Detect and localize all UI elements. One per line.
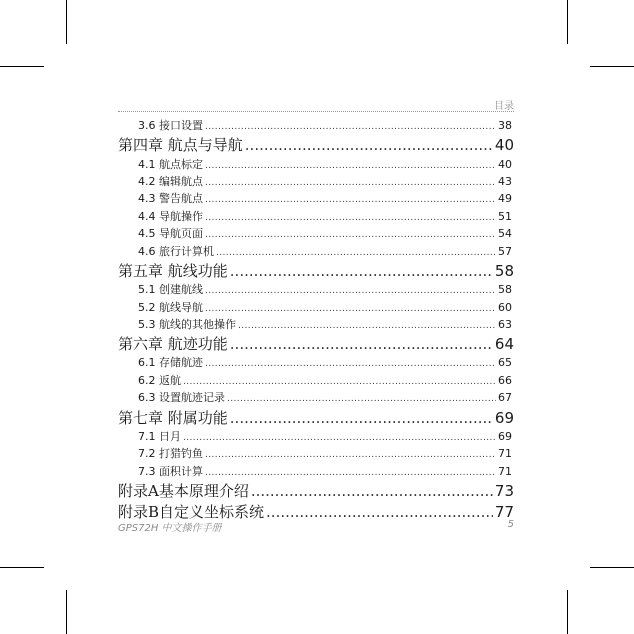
toc-entry-number: 4.1 <box>138 157 156 171</box>
dot-leader <box>205 304 496 314</box>
toc-entry-page: 67 <box>498 391 512 405</box>
toc-section-entry[interactable] <box>118 117 514 134</box>
dot-leader <box>245 136 493 154</box>
toc-entry-number: 4.5 <box>138 227 156 241</box>
toc-entry-page: 69 <box>498 429 512 443</box>
toc-entry-number: 4.6 <box>138 244 156 258</box>
dot-leader <box>230 409 493 427</box>
toc-section-entry[interactable] <box>118 316 514 333</box>
toc-section-entry[interactable] <box>118 389 514 406</box>
toc-entry-page: 73 <box>494 482 514 500</box>
dot-leader <box>205 195 496 205</box>
toc-entry-title: 导航操作 <box>159 209 203 223</box>
dot-leader <box>266 503 493 521</box>
dot-leader <box>205 450 496 460</box>
toc-entry-title: 创建航线 <box>159 283 203 297</box>
dot-leader <box>205 468 496 478</box>
toc-entry-page: 43 <box>498 174 512 188</box>
toc-entry-number: 7.1 <box>138 429 156 443</box>
toc-entry-title: 警告航点 <box>159 192 203 206</box>
toc-entry-number: 5.3 <box>138 317 156 331</box>
toc-entry-page: 57 <box>498 244 512 258</box>
toc-entry-title: 航点标定 <box>159 157 203 171</box>
table-of-contents <box>118 117 514 522</box>
crop-mark-top-right-h <box>590 66 634 67</box>
running-header: 目录 <box>494 101 514 112</box>
toc-entry-page: 40 <box>494 136 514 155</box>
toc-section-entry[interactable] <box>118 463 514 480</box>
toc-entry-page: 60 <box>498 300 512 314</box>
toc-section-entry[interactable] <box>118 173 514 190</box>
toc-entry-page: 51 <box>498 209 512 223</box>
dot-leader <box>183 377 496 387</box>
toc-chapter-entry[interactable] <box>118 480 514 501</box>
toc-section-entry[interactable] <box>118 428 514 445</box>
crop-mark-bottom-right-h <box>590 567 634 568</box>
toc-entry-page: 65 <box>498 356 512 370</box>
toc-entry-title: 第六章 航迹功能 <box>118 335 228 354</box>
toc-entry-number: 4.3 <box>138 192 156 206</box>
toc-entry-title: 日月 <box>159 429 181 443</box>
toc-section-entry[interactable] <box>118 372 514 389</box>
toc-entry-title: 航线的其他操作 <box>159 317 236 331</box>
toc-entry-page: 63 <box>498 317 512 331</box>
toc-entry-title: 面积计算 <box>159 464 203 478</box>
crop-mark-bottom-left-h <box>0 567 44 568</box>
toc-section-entry[interactable] <box>118 281 514 298</box>
toc-entry-number: 7.3 <box>138 464 156 478</box>
dot-leader <box>230 335 493 353</box>
toc-entry-number: 6.2 <box>138 373 156 387</box>
toc-entry-number: 7.2 <box>138 447 156 461</box>
dot-leader <box>205 161 496 171</box>
dot-leader <box>238 321 496 331</box>
toc-entry-number: 3.6 <box>138 119 156 132</box>
toc-entry-title: 接口设置 <box>159 119 203 132</box>
crop-mark-top-left-v <box>66 0 67 44</box>
toc-entry-title: 第七章 附属功能 <box>118 408 228 427</box>
dot-leader <box>205 359 496 369</box>
toc-entry-page: 54 <box>498 227 512 241</box>
toc-entry-page: 58 <box>498 283 512 297</box>
toc-entry-title: 打猎钓鱼 <box>159 447 203 461</box>
toc-section-entry[interactable] <box>118 299 514 316</box>
toc-entry-page: 38 <box>498 119 512 132</box>
dot-leader <box>205 230 496 240</box>
toc-section-entry[interactable] <box>118 445 514 462</box>
toc-entry-number: 4.4 <box>138 209 156 223</box>
dot-leader <box>205 178 496 188</box>
dot-leader <box>205 122 496 132</box>
toc-entry-page: 66 <box>498 373 512 387</box>
dot-leader <box>216 248 496 258</box>
toc-section-entry[interactable] <box>118 243 514 260</box>
toc-entry-page: 71 <box>498 464 512 478</box>
dot-leader <box>205 286 496 296</box>
toc-entry-title: 设置航迹记录 <box>159 391 225 405</box>
toc-entry-title: 附录A基本原理介绍 <box>118 482 249 500</box>
toc-entry-page: 71 <box>498 447 512 461</box>
toc-entry-page: 64 <box>494 335 514 354</box>
dot-leader <box>205 213 496 223</box>
toc-chapter-entry[interactable] <box>118 134 514 155</box>
toc-section-entry[interactable] <box>118 208 514 225</box>
dot-leader <box>251 482 493 500</box>
toc-entry-title: 航线导航 <box>159 300 203 314</box>
toc-entry-page: 49 <box>498 192 512 206</box>
toc-entry-page: 77 <box>494 503 514 522</box>
toc-entry-page: 40 <box>498 157 512 171</box>
dot-leader <box>230 262 493 280</box>
toc-section-entry[interactable] <box>118 225 514 242</box>
toc-chapter-entry[interactable] <box>118 260 514 281</box>
toc-chapter-entry[interactable] <box>118 407 514 428</box>
toc-section-entry[interactable] <box>118 354 514 371</box>
toc-entry-number: 5.2 <box>138 300 156 314</box>
toc-entry-number: 6.3 <box>138 391 156 405</box>
toc-entry-page: 69 <box>494 408 514 427</box>
footer-manual-title: GPS72H 中文操作手册 <box>118 523 222 534</box>
toc-entry-number: 5.1 <box>138 283 156 297</box>
toc-entry-number: 6.1 <box>138 356 156 370</box>
toc-entry-page: 58 <box>494 261 514 280</box>
toc-section-entry[interactable] <box>118 156 514 173</box>
toc-entry-title: 旅行计算机 <box>159 244 214 258</box>
toc-entry-title: 第五章 航线功能 <box>118 261 228 280</box>
toc-chapter-entry[interactable] <box>118 333 514 354</box>
dot-leader <box>227 394 496 404</box>
toc-section-entry[interactable] <box>118 190 514 207</box>
crop-mark-top-left-h <box>0 66 44 67</box>
toc-entry-title: 存储航迹 <box>159 356 203 370</box>
toc-entry-title: 返航 <box>159 373 181 387</box>
crop-mark-bottom-left-v <box>66 590 67 634</box>
toc-entry-title: 附录B自定义坐标系统 <box>118 503 265 522</box>
toc-entry-title: 第四章 航点与导航 <box>118 136 243 155</box>
crop-mark-bottom-right-v <box>567 590 568 634</box>
footer-page-number: 5 <box>507 519 514 530</box>
header-rule <box>118 111 514 112</box>
toc-entry-title: 导航页面 <box>159 227 203 241</box>
dot-leader <box>183 433 496 443</box>
toc-entry-title: 编辑航点 <box>159 174 203 188</box>
toc-entry-number: 4.2 <box>138 174 156 188</box>
crop-mark-top-right-v <box>567 0 568 44</box>
